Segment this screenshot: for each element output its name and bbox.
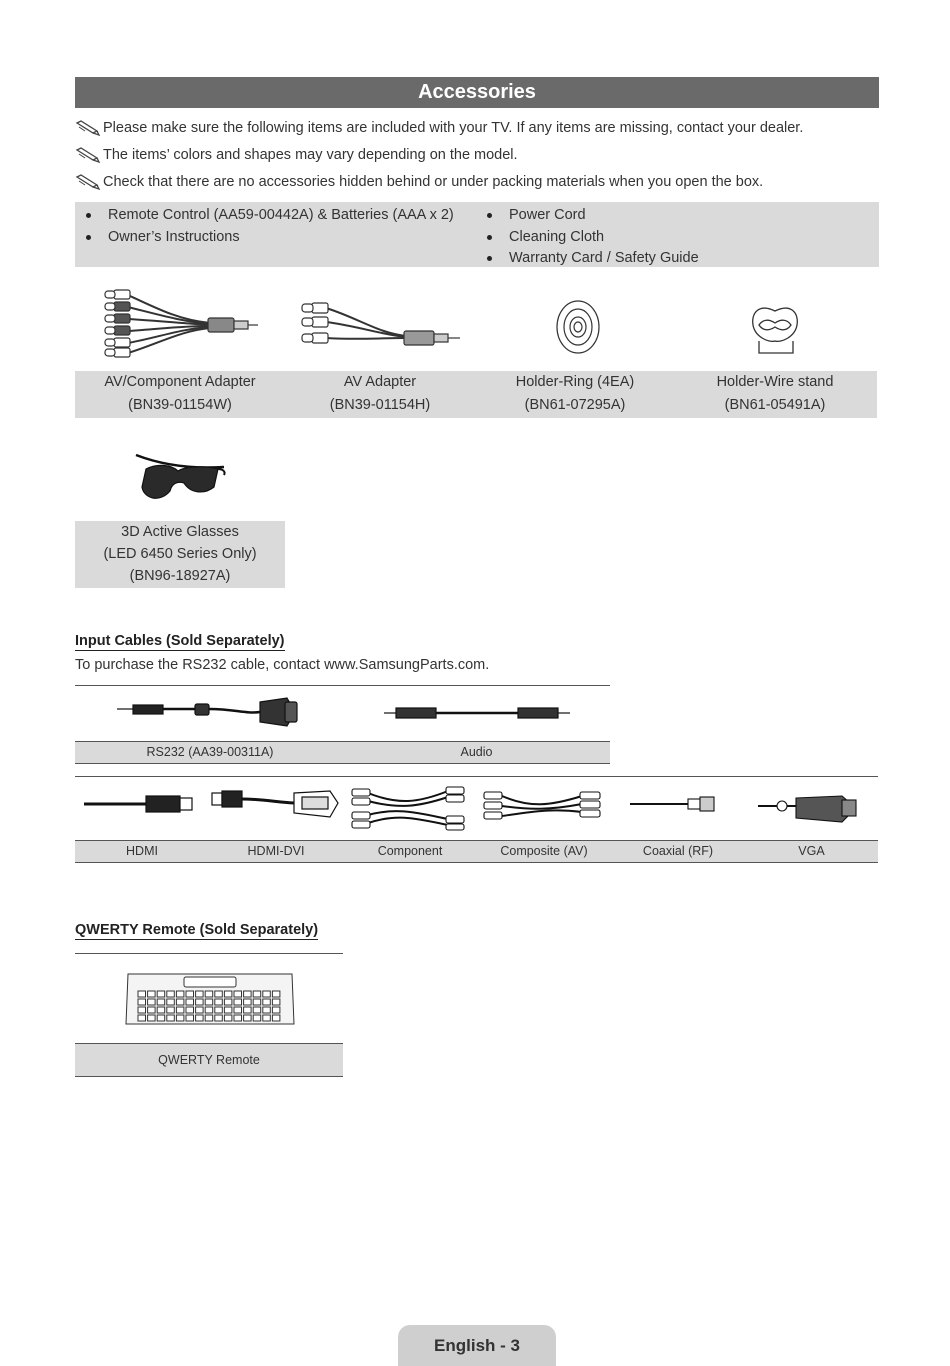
page-number: English - 3 — [434, 1335, 520, 1355]
keyboard-key — [234, 991, 242, 997]
list-item: Power Cord — [476, 205, 699, 227]
keyboard-key — [167, 991, 175, 997]
av-adapter-icon — [298, 298, 463, 350]
keyboard-key — [157, 1015, 165, 1021]
note-text: Check that there are no accessories hidden behind or under packing materials when you open the box. — [103, 174, 764, 190]
keyboard-key — [215, 1007, 223, 1013]
qwerty-label-row — [75, 1043, 343, 1077]
accessory-name: Holder-Ring (4EA) — [515, 374, 635, 390]
component-cable-icon — [348, 783, 472, 831]
keyboard-key — [148, 1007, 156, 1013]
keyboard-key — [244, 1015, 252, 1021]
keyboard-key — [148, 991, 156, 997]
input-cables-note: To purchase the RS232 cable, contact www.SamsungParts.com. — [75, 657, 490, 673]
accessory-code: (BN61-07295A) — [524, 397, 626, 413]
keyboard-key — [167, 1015, 175, 1021]
accessory-caption — [75, 371, 285, 417]
keyboard-key — [272, 999, 280, 1005]
keyboard-key — [138, 1007, 146, 1013]
note-text: The items’ colors and shapes may vary depending on the model. — [103, 147, 518, 163]
accessory-caption — [475, 371, 675, 417]
keyboard-key — [234, 1015, 242, 1021]
keyboard-key — [272, 1015, 280, 1021]
pencil-note-icon — [75, 119, 101, 137]
keyboard-key — [176, 991, 184, 997]
keyboard-key — [196, 1015, 204, 1021]
divider — [75, 776, 878, 777]
keyboard-key — [224, 991, 232, 997]
keyboard-key — [205, 1007, 213, 1013]
keyboard-key — [263, 991, 271, 997]
keyboard-key — [186, 1015, 194, 1021]
keyboard-key — [234, 1007, 242, 1013]
keyboard-key — [253, 999, 261, 1005]
glasses-code: (BN96-18927A) — [129, 568, 231, 584]
included-items-box — [75, 202, 879, 267]
holder-ring-icon — [554, 299, 602, 355]
keyboard-key — [263, 1015, 271, 1021]
glasses-caption-bar — [75, 521, 285, 588]
list-item: Owner’s Instructions — [75, 227, 454, 249]
list-item: Warranty Card / Safety Guide — [476, 248, 699, 270]
keyboard-key — [272, 991, 280, 997]
accessory-code: (BN61-05491A) — [724, 397, 826, 413]
keyboard-key — [176, 1015, 184, 1021]
keyboard-key — [167, 999, 175, 1005]
cable-label-row — [75, 840, 878, 863]
keyboard-key — [224, 1015, 232, 1021]
keyboard-key — [205, 999, 213, 1005]
cable-label: VGA — [798, 844, 825, 858]
keyboard-key — [157, 999, 165, 1005]
note-item — [75, 146, 518, 164]
keyboard-key — [244, 999, 252, 1005]
coaxial-cable-icon — [628, 794, 720, 814]
section-title-bar — [75, 77, 879, 108]
keyboard-key — [272, 1007, 280, 1013]
keyboard-key — [157, 1007, 165, 1013]
glasses-note: (LED 6450 Series Only) — [103, 546, 257, 562]
keyboard-key — [148, 1015, 156, 1021]
keyboard-key — [138, 1015, 146, 1021]
cable-label: Audio — [460, 745, 493, 759]
keyboard-key — [215, 999, 223, 1005]
keyboard-key — [186, 999, 194, 1005]
note-item — [75, 119, 803, 137]
keyboard-key — [263, 999, 271, 1005]
list-item: Cleaning Cloth — [476, 227, 699, 249]
included-list-left — [75, 205, 454, 248]
keyboard-key — [138, 999, 146, 1005]
cable-label: HDMI-DVI — [247, 844, 305, 858]
cable-label: HDMI — [126, 844, 158, 858]
keyboard-key — [224, 1007, 232, 1013]
note-item — [75, 173, 763, 191]
keyboard-key — [186, 991, 194, 997]
cable-label: RS232 (AA39-00311A) — [146, 745, 274, 759]
cable-label: Component — [377, 844, 443, 858]
keyboard-key — [186, 1007, 194, 1013]
included-list-right — [476, 205, 699, 270]
glasses-name: 3D Active Glasses — [121, 524, 239, 540]
divider — [75, 953, 343, 954]
pencil-note-icon — [75, 173, 101, 191]
keyboard-key — [176, 1007, 184, 1013]
keyboard-key — [176, 999, 184, 1005]
keyboard-key — [138, 991, 146, 997]
keyboard-key — [205, 1015, 213, 1021]
input-cables-heading: Input Cables (Sold Separately) — [75, 633, 285, 649]
vga-cable-icon — [756, 790, 862, 826]
keyboard-key — [215, 991, 223, 997]
divider — [75, 685, 610, 686]
keyboard-key — [234, 999, 242, 1005]
accessory-caption-bar — [75, 371, 877, 418]
qwerty-heading: QWERTY Remote (Sold Separately) — [75, 922, 319, 938]
accessory-code: (BN39-01154W) — [128, 397, 232, 413]
keyboard-key — [244, 1007, 252, 1013]
qwerty-label: QWERTY Remote — [158, 1053, 260, 1067]
accessory-caption — [280, 371, 480, 417]
accessory-caption — [675, 371, 875, 417]
av-component-adapter-icon — [100, 285, 262, 360]
keyboard-key — [224, 999, 232, 1005]
qwerty-remote-icon — [124, 970, 296, 1026]
cable-label: Composite (AV) — [500, 844, 588, 858]
list-item: Remote Control (AA59-00442A) & Batteries (AAA x 2) — [75, 205, 454, 227]
accessory-name: AV/Component Adapter — [104, 374, 256, 390]
keyboard-key — [253, 1007, 261, 1013]
accessory-code: (BN39-01154H) — [329, 397, 431, 413]
keyboard-key — [215, 1015, 223, 1021]
keyboard-key — [253, 1015, 261, 1021]
keyboard-key — [253, 991, 261, 997]
note-text: Please make sure the following items are included with your TV. If any items are missing, contact your dealer. — [103, 120, 804, 136]
hdmi-cable-icon — [82, 790, 194, 818]
keyboard-key — [148, 999, 156, 1005]
rs232-cable-icon — [115, 694, 305, 730]
3d-glasses-icon — [132, 447, 228, 505]
pencil-note-icon — [75, 146, 101, 164]
cable-label: Coaxial (RF) — [642, 844, 714, 858]
section-title: Accessories — [418, 81, 536, 103]
keyboard-key — [167, 1007, 175, 1013]
keyboard-key — [196, 999, 204, 1005]
accessory-caption — [75, 521, 285, 587]
page-number-tab — [398, 1325, 556, 1366]
keyboard-key — [263, 1007, 271, 1013]
composite-cable-icon — [480, 788, 608, 824]
cable-label-row — [75, 741, 610, 764]
keyboard-key — [196, 1007, 204, 1013]
audio-cable-icon — [382, 703, 572, 723]
keyboard-key — [244, 991, 252, 997]
holder-wire-stand-icon — [749, 301, 801, 355]
keyboard-key — [205, 991, 213, 997]
accessory-name: Holder-Wire stand — [716, 374, 834, 390]
accessory-name: AV Adapter — [343, 374, 417, 390]
keyboard-key — [196, 991, 204, 997]
hdmi-dvi-cable-icon — [210, 785, 342, 823]
keyboard-key — [157, 991, 165, 997]
